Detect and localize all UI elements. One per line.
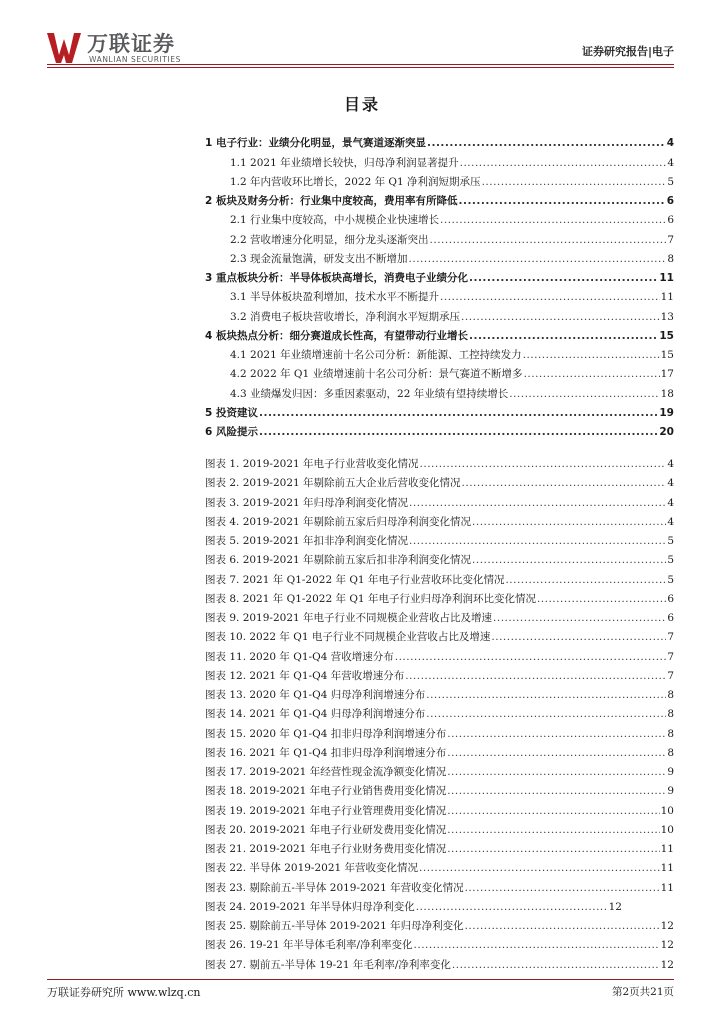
- toc-entry-title: 2.2 营收增速分化明显，细分龙头逐渐突出: [230, 234, 429, 246]
- toc-figure[interactable]: [205, 765, 674, 779]
- toc-title: 目录: [343, 95, 380, 114]
- toc-entry-page: 6: [666, 195, 674, 207]
- toc-entry-page: 20: [659, 426, 674, 438]
- figure-title: 图表 11. 2020 年 Q1-Q4 营收增速分布: [205, 651, 394, 663]
- figure-page: 9: [667, 766, 674, 778]
- toc-leader-dots: [523, 348, 660, 362]
- figure-title: 图表 25. 剔除前五-半导体 2019-2021 年归母净利变化: [205, 920, 464, 932]
- toc-leader-dots: [537, 592, 666, 606]
- toc-figure[interactable]: [205, 919, 674, 933]
- toc-leader-dots: [420, 457, 667, 471]
- toc-figure[interactable]: [205, 515, 674, 529]
- toc-figure[interactable]: [205, 746, 674, 760]
- toc-leader-dots: [452, 958, 660, 972]
- figure-title: 图表 21. 2019-2021 年电子行业财务费用变化情况: [205, 843, 447, 855]
- toc-figure[interactable]: [205, 553, 674, 567]
- figure-title: 图表 12. 2021 年 Q1-Q4 年营收增速分布: [205, 670, 405, 682]
- toc-entry-title: 1.2 年内营收环比增长，2022 年 Q1 净利润短期承压: [230, 176, 481, 188]
- toc-figure[interactable]: [205, 900, 622, 914]
- figure-title: 图表 20. 2019-2021 年电子行业研发费用变化情况: [205, 824, 447, 836]
- toc-leader-dots: [447, 804, 659, 818]
- toc-entry-page: 18: [660, 388, 674, 400]
- toc-leader-dots: [447, 765, 666, 779]
- toc-entry-title: 3.1 半导体板块盈利增加，技术水平不断提升: [230, 291, 440, 303]
- toc-figure[interactable]: [205, 938, 674, 952]
- brand-name-cn: 万联证券: [87, 32, 175, 56]
- toc-section[interactable]: [230, 387, 674, 401]
- toc-entry-page: 11: [659, 272, 674, 284]
- toc-figure[interactable]: [205, 707, 674, 721]
- toc-leader-dots: [447, 823, 659, 837]
- toc-entry-title: 1.1 2021 年业绩增长较快，归母净利润显著提升: [230, 157, 459, 169]
- page-header: [0, 0, 724, 72]
- figure-page: 4: [667, 477, 674, 489]
- toc-entry-title: 4.2 2022 年 Q1 业绩增速前十名公司分析：景气赛道不断增多: [230, 368, 523, 380]
- figure-title: 图表 17. 2019-2021 年经营性现金流净额变化情况: [205, 766, 447, 778]
- figure-page: 5: [667, 535, 674, 547]
- figure-title: 图表 8. 2021 年 Q1-2022 年 Q1 年电子行业归母净利润环比变化情况: [205, 593, 536, 605]
- figure-title: 图表 24. 2019-2021 年半导体归母净利变化: [205, 901, 415, 913]
- toc-entry-title: 2.3 现金流量饱满，研发支出不断增加: [230, 253, 408, 265]
- toc-leader-dots: [469, 271, 658, 285]
- figure-page: 8: [667, 747, 674, 759]
- figure-title: 图表 15. 2020 年 Q1-Q4 扣非归母净利润增速分布: [205, 728, 447, 740]
- toc-entry-page: 8: [667, 253, 674, 265]
- toc-figure[interactable]: [205, 611, 674, 625]
- toc-leader-dots: [416, 900, 608, 914]
- toc-entry-title: 3 重点板块分析：半导体板块高增长，消费电子业绩分化: [205, 272, 468, 284]
- toc-leader-dots: [409, 534, 666, 548]
- figure-page: 12: [660, 959, 674, 971]
- figure-title: 图表 9. 2019-2021 年电子行业不同规模企业营收占比及增速: [205, 612, 493, 624]
- toc-chapter[interactable]: [205, 406, 674, 420]
- toc-entry-page: 6: [667, 214, 674, 226]
- figure-page: 4: [667, 516, 674, 528]
- toc-leader-dots: [440, 290, 660, 304]
- figure-page: 8: [667, 728, 674, 740]
- report-type-label: 证券研究报告|电子: [581, 45, 674, 58]
- toc-entry-page: 13: [660, 311, 674, 323]
- figure-page: 7: [667, 651, 674, 663]
- toc-leader-dots: [440, 213, 666, 227]
- toc-leader-dots: [482, 175, 667, 189]
- figure-page: 6: [667, 593, 674, 605]
- toc-figure[interactable]: [205, 881, 674, 895]
- figure-page: 8: [667, 689, 674, 701]
- figure-page: 12: [660, 939, 674, 951]
- toc-section[interactable]: [230, 175, 674, 189]
- toc-figure[interactable]: [205, 630, 674, 644]
- toc-entry-title: 2.1 行业集中度较高，中小规模企业快速增长: [230, 214, 440, 226]
- figure-title: 图表 3. 2019-2021 年归母净利润变化情况: [205, 497, 409, 509]
- toc-leader-dots: [460, 156, 667, 170]
- toc-figure[interactable]: [205, 842, 674, 856]
- toc-figure[interactable]: [205, 784, 674, 798]
- toc-figure[interactable]: [205, 534, 674, 548]
- figure-page: 9: [667, 785, 674, 797]
- toc-leader-dots: [409, 496, 666, 510]
- figure-page: 11: [660, 862, 674, 874]
- toc-leader-dots: [462, 476, 667, 490]
- figure-title: 图表 2. 2019-2021 年剔除前五大企业后营收变化情况: [205, 477, 461, 489]
- toc-section[interactable]: [230, 233, 674, 247]
- figure-title: 图表 26. 19-21 年半导体毛利率/净利率变化: [205, 939, 413, 951]
- figure-page: 12: [608, 901, 622, 913]
- toc-entry-title: 4 板块热点分析：细分赛道成长性高，有望带动行业增长: [205, 330, 468, 342]
- toc-section[interactable]: [230, 252, 674, 266]
- toc-leader-dots: [414, 938, 660, 952]
- toc-section[interactable]: [230, 290, 674, 304]
- figure-title: 图表 5. 2019-2021 年扣非净利润变化情况: [205, 535, 409, 547]
- toc-figure[interactable]: [205, 573, 674, 587]
- figure-title: 图表 4. 2019-2021 年剔除前五家后归母净利润变化情况: [205, 516, 472, 528]
- toc-entry-title: 4.3 业绩爆发归因：多重因素驱动，22 年业绩有望持续增长: [230, 388, 509, 400]
- figure-page: 8: [667, 708, 674, 720]
- figure-title: 图表 14. 2021 年 Q1-Q4 归母净利润增速分布: [205, 708, 426, 720]
- figure-page: 4: [667, 497, 674, 509]
- figure-page: 11: [660, 843, 674, 855]
- toc-leader-dots: [509, 387, 659, 401]
- toc-entry-title: 5 投资建议: [205, 407, 258, 419]
- toc-entry-page: 4: [666, 137, 674, 149]
- toc-figure[interactable]: [205, 650, 674, 664]
- toc-leader-dots: [491, 630, 666, 644]
- toc-figure[interactable]: [205, 727, 674, 741]
- figure-page: 7: [667, 670, 674, 682]
- toc-leader-dots: [427, 136, 666, 150]
- figure-page: 12: [660, 920, 674, 932]
- toc-entry-title: 4.1 2021 年业绩增速前十名公司分析：新能源、工控持续发力: [230, 349, 522, 361]
- toc-entry-page: 17: [660, 368, 674, 380]
- toc-entry-title: 6 风险提示: [205, 426, 258, 438]
- toc-chapter[interactable]: [205, 136, 674, 150]
- toc-leader-dots: [419, 861, 660, 875]
- toc-figure[interactable]: [205, 958, 674, 972]
- figure-title: 图表 19. 2019-2021 年电子行业管理费用变化情况: [205, 805, 447, 817]
- footer-divider: [47, 979, 674, 980]
- toc-entry-page: 19: [659, 407, 674, 419]
- toc-section[interactable]: [230, 213, 674, 227]
- wanlian-logo-icon: [47, 31, 83, 65]
- toc-leader-dots: [426, 688, 666, 702]
- figure-page: 5: [667, 574, 674, 586]
- toc-chapter[interactable]: [205, 271, 674, 285]
- toc-leader-dots: [395, 650, 667, 664]
- toc-section[interactable]: [230, 156, 674, 170]
- header-divider: [47, 64, 674, 65]
- toc-entry-page: 7: [667, 234, 674, 246]
- toc-chapter[interactable]: [205, 425, 674, 439]
- toc-entry-page: 11: [660, 291, 674, 303]
- figure-page: 5: [667, 554, 674, 566]
- brand-name-en: WANLIAN SECURITIES: [89, 55, 182, 64]
- figure-page: 4: [667, 458, 674, 470]
- toc-leader-dots: [447, 784, 666, 798]
- figure-page: 7: [667, 631, 674, 643]
- toc-entry-page: 5: [667, 176, 674, 188]
- page-number: 第2页共21页: [611, 986, 674, 998]
- toc-figure[interactable]: [205, 496, 674, 510]
- toc-figure[interactable]: [205, 861, 674, 875]
- toc-leader-dots: [259, 425, 658, 439]
- toc-chapter[interactable]: [205, 194, 674, 208]
- figure-title: 图表 18. 2019-2021 年电子行业销售费用变化情况: [205, 785, 447, 797]
- toc-leader-dots: [259, 406, 658, 420]
- toc-entry-page: 15: [659, 330, 674, 342]
- toc-leader-dots: [524, 367, 660, 381]
- toc-leader-dots: [458, 194, 665, 208]
- toc-leader-dots: [472, 515, 666, 529]
- header-divider-thin: [47, 67, 674, 68]
- toc-figure[interactable]: [205, 669, 674, 683]
- figure-title: 图表 23. 剔除前五-半导体 2019-2021 年营收变化情况: [205, 882, 464, 894]
- footer-source: 万联证券研究所 www.wlzq.cn: [47, 986, 201, 999]
- figure-page: 10: [660, 805, 674, 817]
- figure-page: 6: [667, 612, 674, 624]
- figure-title: 图表 1. 2019-2021 年电子行业营收变化情况: [205, 458, 419, 470]
- toc-leader-dots: [472, 553, 666, 567]
- toc-entry-page: 15: [660, 349, 674, 361]
- toc-leader-dots: [447, 842, 659, 856]
- figure-title: 图表 6. 2019-2021 年剔除前五家后扣非净利润变化情况: [205, 554, 472, 566]
- figure-page: 10: [660, 824, 674, 836]
- figure-title: 图表 27. 剔前五-半导体 19-21 年毛利率/净利率变化: [205, 959, 451, 971]
- figure-title: 图表 22. 半导体 2019-2021 年营收变化情况: [205, 862, 419, 874]
- toc-entry-title: 2 板块及财务分析：行业集中度较高，费用率有所降低: [205, 195, 458, 207]
- toc-figure[interactable]: [205, 804, 674, 818]
- toc-figure[interactable]: [205, 592, 674, 606]
- toc-leader-dots: [465, 881, 660, 895]
- figure-title: 图表 13. 2020 年 Q1-Q4 归母净利润增速分布: [205, 689, 426, 701]
- toc-section[interactable]: [230, 310, 674, 324]
- toc-entry-title: 1 电子行业：业绩分化明显，景气赛道逐渐突显: [205, 137, 426, 149]
- toc-chapter[interactable]: [205, 329, 674, 343]
- figure-title: 图表 7. 2021 年 Q1-2022 年 Q1 年电子行业营收环比变化情况: [205, 574, 505, 586]
- toc-figure[interactable]: [205, 823, 674, 837]
- toc-section[interactable]: [230, 348, 674, 362]
- toc-leader-dots: [461, 310, 660, 324]
- toc-leader-dots: [493, 611, 666, 625]
- toc-figure[interactable]: [205, 476, 674, 490]
- toc-figure[interactable]: [205, 688, 674, 702]
- toc-leader-dots: [409, 252, 667, 266]
- toc-leader-dots: [405, 669, 666, 683]
- toc-leader-dots: [469, 329, 658, 343]
- toc-leader-dots: [447, 746, 666, 760]
- toc-section[interactable]: [230, 367, 674, 381]
- toc-leader-dots: [430, 233, 667, 247]
- toc-leader-dots: [465, 919, 660, 933]
- figure-page: 11: [660, 882, 674, 894]
- toc-leader-dots: [505, 573, 666, 587]
- toc-entry-title: 3.2 消费电子板块营收增长，净利润水平短期承压: [230, 311, 461, 323]
- toc-figure[interactable]: [205, 457, 674, 471]
- figure-title: 图表 16. 2021 年 Q1-Q4 扣非归母净利润增速分布: [205, 747, 447, 759]
- toc-leader-dots: [447, 727, 666, 741]
- toc-entry-page: 4: [667, 157, 674, 169]
- figure-title: 图表 10. 2022 年 Q1 电子行业不同规模企业营收占比及增速: [205, 631, 491, 643]
- toc-leader-dots: [426, 707, 666, 721]
